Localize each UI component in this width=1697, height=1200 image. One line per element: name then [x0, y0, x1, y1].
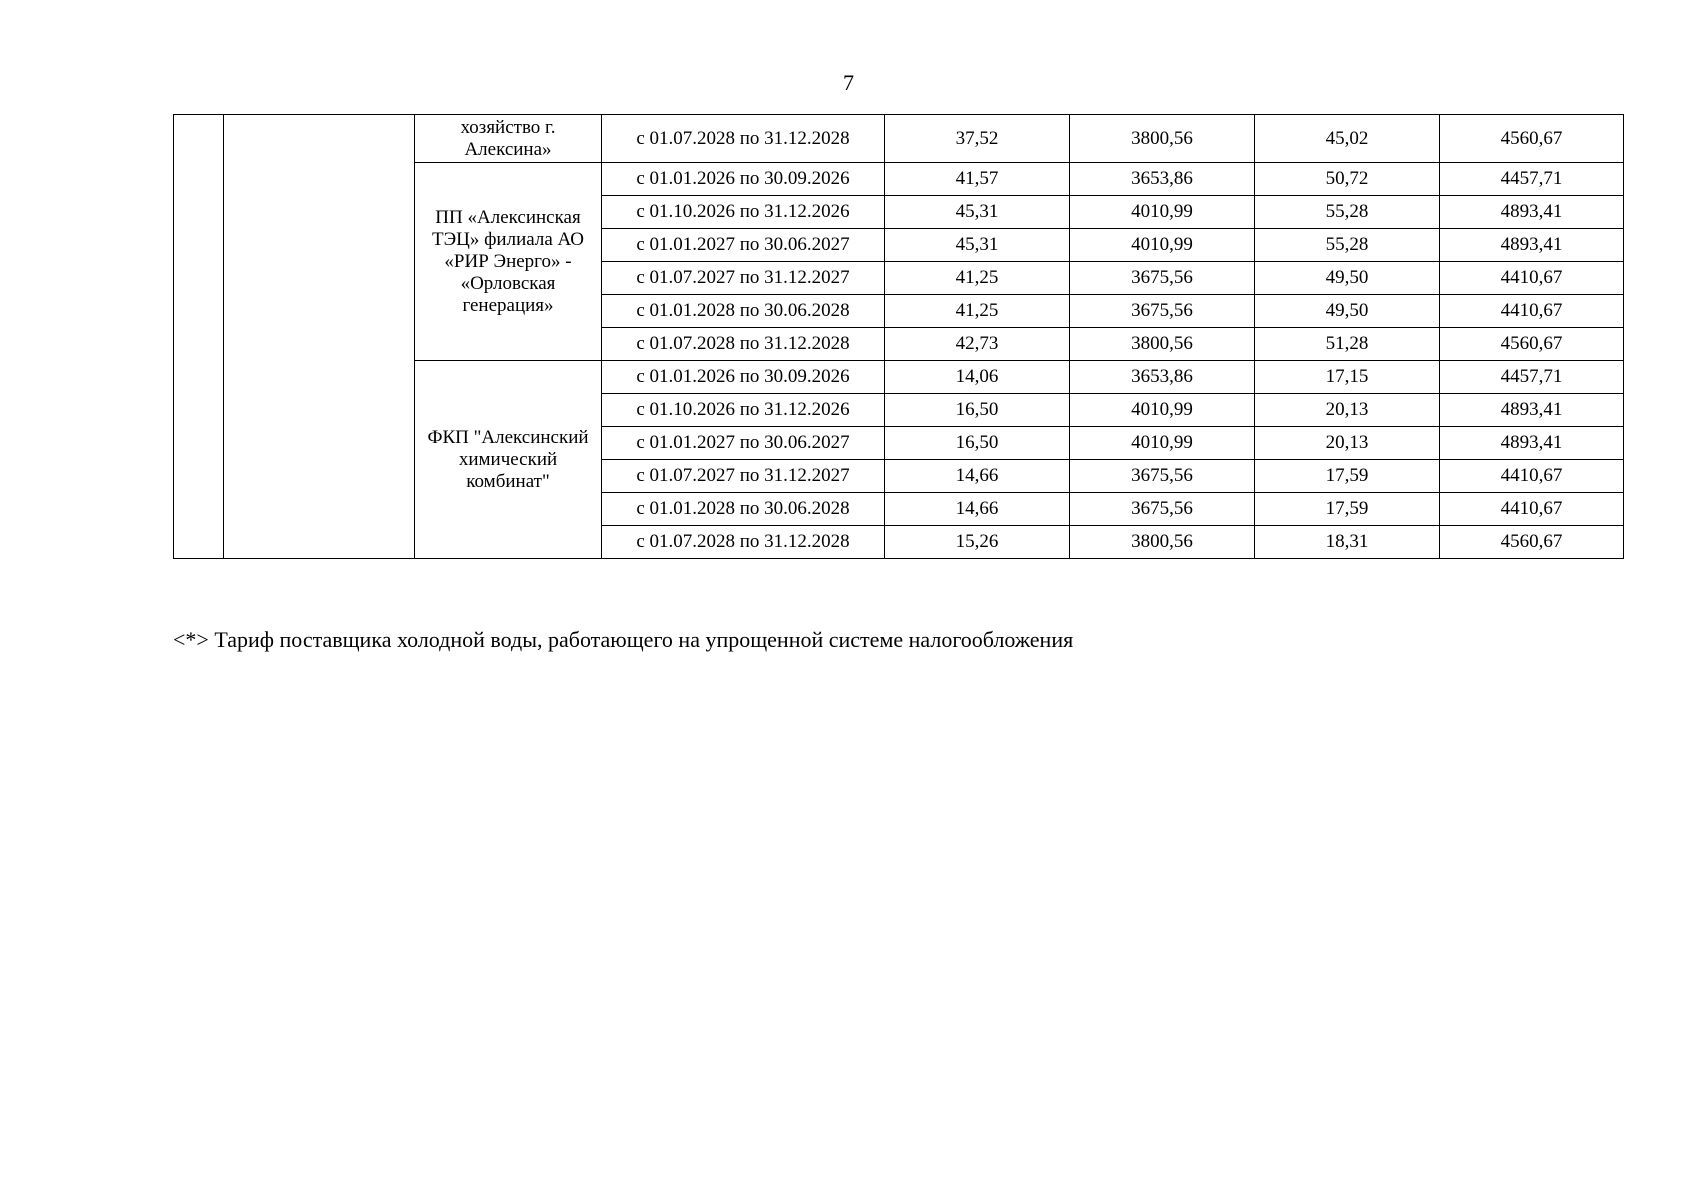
value-cell: 3675,56	[1070, 295, 1255, 328]
value-cell: 42,73	[885, 328, 1070, 361]
value-cell: 4457,71	[1440, 361, 1624, 394]
value-cell: 17,59	[1255, 460, 1440, 493]
value-cell: 16,50	[885, 394, 1070, 427]
value-cell: 3653,86	[1070, 163, 1255, 196]
period-cell: с 01.10.2026 по 31.12.2026	[602, 394, 885, 427]
value-cell: 4010,99	[1070, 229, 1255, 262]
value-cell: 37,52	[885, 115, 1070, 163]
value-cell: 4410,67	[1440, 295, 1624, 328]
value-cell: 3800,56	[1070, 328, 1255, 361]
page-number: 7	[843, 70, 854, 95]
municipality-cell	[224, 115, 415, 559]
value-cell: 4410,67	[1440, 262, 1624, 295]
period-cell: с 01.01.2026 по 30.09.2026	[602, 163, 885, 196]
value-cell: 45,31	[885, 229, 1070, 262]
value-cell: 3800,56	[1070, 115, 1255, 163]
value-cell: 20,13	[1255, 427, 1440, 460]
value-cell: 50,72	[1255, 163, 1440, 196]
value-cell: 4410,67	[1440, 493, 1624, 526]
value-cell: 55,28	[1255, 229, 1440, 262]
value-cell: 45,31	[885, 196, 1070, 229]
value-cell: 4893,41	[1440, 394, 1624, 427]
value-cell: 41,57	[885, 163, 1070, 196]
value-cell: 14,66	[885, 493, 1070, 526]
row-number-cell	[174, 115, 224, 559]
value-cell: 49,50	[1255, 295, 1440, 328]
value-cell: 3800,56	[1070, 526, 1255, 559]
value-cell: 49,50	[1255, 262, 1440, 295]
period-cell: с 01.07.2028 по 31.12.2028	[602, 526, 885, 559]
value-cell: 45,02	[1255, 115, 1440, 163]
value-cell: 4010,99	[1070, 196, 1255, 229]
value-cell: 20,13	[1255, 394, 1440, 427]
period-cell: с 01.01.2027 по 30.06.2027	[602, 229, 885, 262]
value-cell: 4560,67	[1440, 115, 1624, 163]
value-cell: 55,28	[1255, 196, 1440, 229]
value-cell: 4010,99	[1070, 427, 1255, 460]
supplier-cell: ПП «Алексинская ТЭЦ» филиала АО «РИР Энерго» - «Орловская генерация»	[415, 163, 602, 361]
value-cell: 15,26	[885, 526, 1070, 559]
value-cell: 14,66	[885, 460, 1070, 493]
value-cell: 41,25	[885, 295, 1070, 328]
period-cell: с 01.01.2026 по 30.09.2026	[602, 361, 885, 394]
value-cell: 16,50	[885, 427, 1070, 460]
value-cell: 3675,56	[1070, 262, 1255, 295]
value-cell: 14,06	[885, 361, 1070, 394]
value-cell: 51,28	[1255, 328, 1440, 361]
value-cell: 3675,56	[1070, 493, 1255, 526]
period-cell: с 01.01.2027 по 30.06.2027	[602, 427, 885, 460]
value-cell: 4010,99	[1070, 394, 1255, 427]
value-cell: 4457,71	[1440, 163, 1624, 196]
table-row	[174, 115, 1624, 163]
period-cell: с 01.01.2028 по 30.06.2028	[602, 493, 885, 526]
period-cell: с 01.07.2027 по 31.12.2027	[602, 460, 885, 493]
period-cell: с 01.10.2026 по 31.12.2026	[602, 196, 885, 229]
value-cell: 4560,67	[1440, 328, 1624, 361]
footnote: <*> Тариф поставщика холодной воды, работающего на упрощенной системе налогообложения	[173, 627, 1074, 652]
tariff-table	[173, 114, 1624, 559]
supplier-cell: ФКП "Алексинский химический комбинат"	[415, 361, 602, 559]
value-cell: 3675,56	[1070, 460, 1255, 493]
value-cell: 17,59	[1255, 493, 1440, 526]
period-cell: с 01.07.2028 по 31.12.2028	[602, 328, 885, 361]
value-cell: 4560,67	[1440, 526, 1624, 559]
value-cell: 41,25	[885, 262, 1070, 295]
value-cell: 3653,86	[1070, 361, 1255, 394]
value-cell: 4893,41	[1440, 196, 1624, 229]
supplier-cell: хозяйство г. Алексина»	[415, 115, 602, 163]
value-cell: 4893,41	[1440, 229, 1624, 262]
period-cell: с 01.07.2027 по 31.12.2027	[602, 262, 885, 295]
value-cell: 17,15	[1255, 361, 1440, 394]
value-cell: 4893,41	[1440, 427, 1624, 460]
period-cell: с 01.01.2028 по 30.06.2028	[602, 295, 885, 328]
value-cell: 18,31	[1255, 526, 1440, 559]
value-cell: 4410,67	[1440, 460, 1624, 493]
period-cell: с 01.07.2028 по 31.12.2028	[602, 115, 885, 163]
